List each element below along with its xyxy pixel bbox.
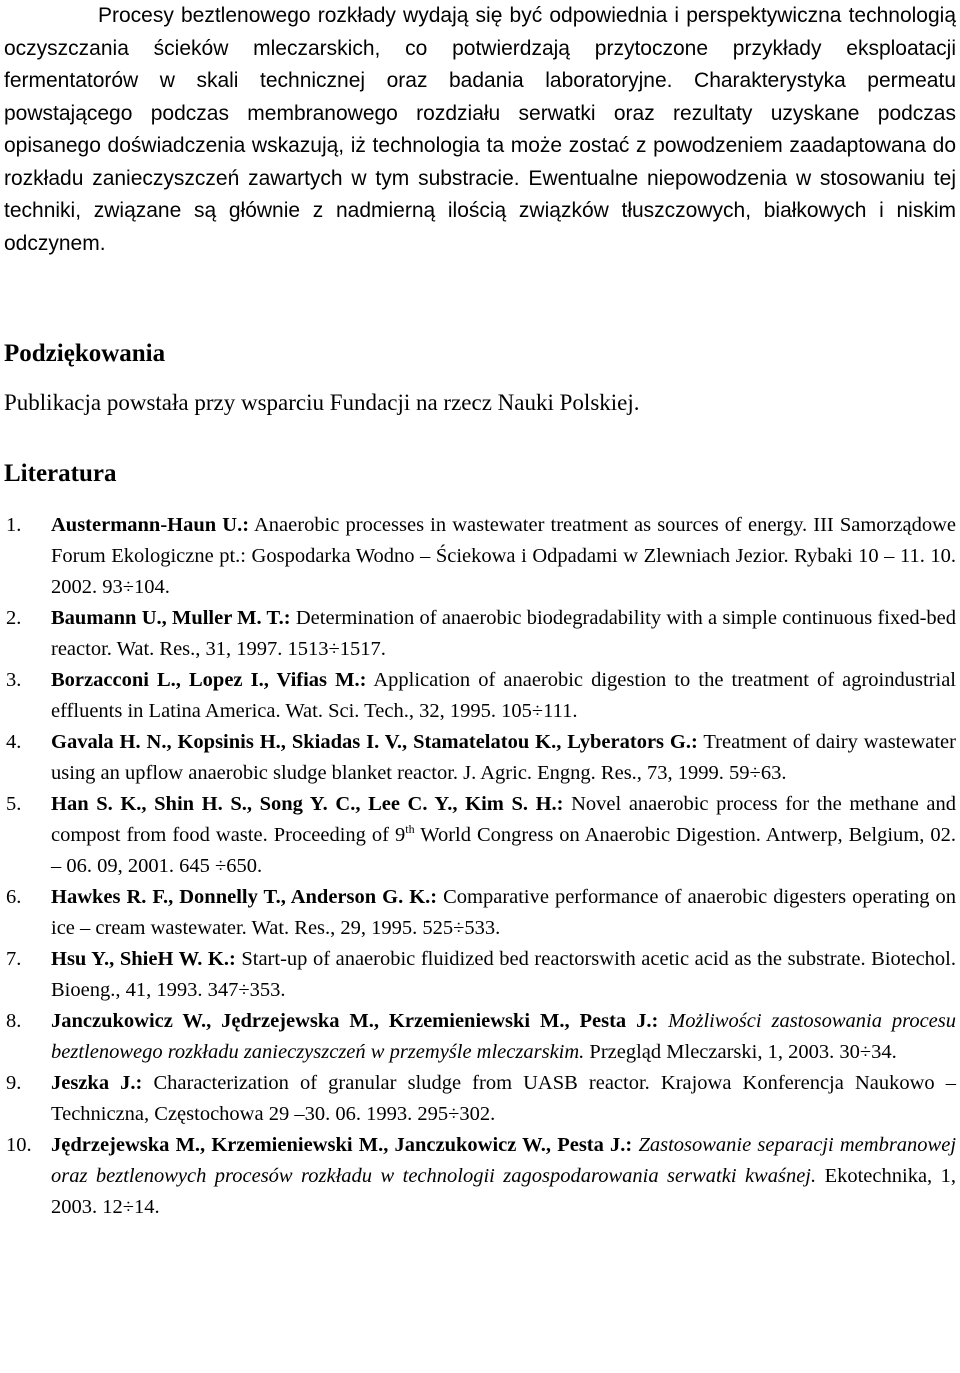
reference-text: Anaerobic processes in wastewater treatment as sources of energy. III Samorządowe Forum Ekologiczne pt.: Gospodarka Wodno – Ściekowa i Odpadami w Zlewniach Jezior. Rybaki 10 – 11. 10. 2002. 93÷104. <box>51 514 956 598</box>
reference-item <box>0 882 956 944</box>
reference-italic-title: Zastosowanie separacji membranowej oraz beztlenowych procesów rozkładu w technologii zagospodarowania serwatki kwaśnej. <box>51 1134 957 1187</box>
reference-number: 6. <box>6 886 22 908</box>
reference-item <box>0 944 956 1006</box>
reference-authors: Baumann U., Muller M. T.: <box>51 607 291 629</box>
superscript: th <box>405 822 415 837</box>
reference-authors: Borzacconi L., Lopez I., Vifias M.: <box>51 669 367 691</box>
reference-item <box>0 1068 956 1130</box>
reference-number: 8. <box>6 1010 22 1032</box>
reference-number: 2. <box>6 607 22 629</box>
reference-item <box>0 603 956 665</box>
reference-text: Comparative performance of anaerobic digesters operating on ice – cream wastewater. Wat. Res., 29, 1995. 525÷533. <box>51 886 956 939</box>
reference-item <box>0 1006 956 1068</box>
reference-item <box>0 510 956 603</box>
reference-number: 3. <box>6 669 22 691</box>
reference-authors: Jędrzejewska M., Krzemieniewski M., Janczukowicz W., Pesta J.: <box>51 1134 633 1156</box>
reference-text: Characterization of granular sludge from UASB reactor. Krajowa Konferencja Naukowo – Techniczna, Częstochowa 29 –30. 06. 1993. 295÷302. <box>51 1072 956 1125</box>
reference-authors: Han S. K., Shin H. S., Song Y. C., Lee C. Y., Kim S. H.: <box>51 793 564 815</box>
reference-text: Start-up of anaerobic fluidized bed reactorswith acetic acid as the substrate. Biotechol. Bioeng., 41, 1993. 347÷353. <box>51 948 956 1001</box>
reference-item <box>0 727 956 789</box>
acknowledgements-heading: Podziękowania <box>4 340 166 367</box>
reference-item <box>0 789 956 882</box>
acknowledgements-text: Publikacja powstała przy wsparciu Fundacji na rzecz Nauki Polskiej. <box>4 390 640 415</box>
literature-heading: Literatura <box>4 460 117 487</box>
reference-authors: Hawkes R. F., Donnelly T., Anderson G. K.: <box>51 886 438 908</box>
reference-number: 9. <box>6 1072 22 1094</box>
reference-number: 10. <box>6 1134 32 1156</box>
reference-text: Ekotechnika, 1, 2003. 12÷14. <box>51 1165 957 1218</box>
reference-text: World Congress on Anaerobic Digestion. Antwerp, Belgium, 02. – 06. 09, 2001. 645 ÷650. <box>51 824 956 877</box>
intro-paragraph: Procesy beztlenowego rozkłady wydają się być odpowiednia i perspektywiczna technologią oczyszczania ścieków mleczarskich, co potwierdzają przytoczone przykłady eksploatacji fermentatorów w skali technicznej oraz badania laboratoryjne. Charakterystyka permeatu powstającego podczas membranowego rozdziału serwatki oraz rezultaty uzyskane podczas opisanego doświadczenia wskazują, iż technologia ta może zostać z powodzeniem zaadaptowana do rozkładu zanieczyszczeń zawartych w tym substracie. Ewentualne niepowodzenia w stosowaniu tej techniki, związane są głównie z nadmierną ilością związków tłuszczowych, białkowych i niskim odczynem. <box>4 4 956 255</box>
reference-text: Przegląd Mleczarski, 1, 2003. 30÷34. <box>584 1041 897 1063</box>
reference-list <box>0 510 960 1223</box>
reference-authors: Janczukowicz W., Jędrzejewska M., Krzemieniewski M., Pesta J.: <box>51 1010 659 1032</box>
reference-number: 1. <box>6 514 22 536</box>
reference-authors: Hsu Y., ShieH W. K.: <box>51 948 236 970</box>
reference-number: 4. <box>6 731 22 753</box>
reference-authors: Jeszka J.: <box>51 1072 143 1094</box>
reference-italic-title: Możliwości zastosowania procesu beztlenowego rozkładu zanieczyszczeń w przemyśle mleczarskim. <box>51 1010 956 1063</box>
reference-item <box>0 665 956 727</box>
reference-text: Application of anaerobic digestion to the treatment of agroindustrial effluents in Latina America. Wat. Sci. Tech., 32, 1995. 105÷111. <box>51 669 956 722</box>
reference-authors: Austermann-Haun U.: <box>51 514 250 536</box>
reference-text: Novel anaerobic process for the methane and compost from food waste. Proceeding of 9 <box>51 793 957 846</box>
reference-authors: Gavala H. N., Kopsinis H., Skiadas I. V., Stamatelatou K., Lyberators G.: <box>51 731 698 753</box>
reference-number: 7. <box>6 948 22 970</box>
reference-text: Determination of anaerobic biodegradability with a simple continuous fixed-bed reactor. Wat. Res., 31, 1997. 1513÷1517. <box>51 607 956 660</box>
reference-text: Treatment of dairy wastewater using an upflow anaerobic sludge blanket reactor. J. Agric. Engng. Res., 73, 1999. 59÷63. <box>51 731 956 784</box>
reference-item <box>0 1130 956 1223</box>
reference-number: 5. <box>6 793 22 815</box>
